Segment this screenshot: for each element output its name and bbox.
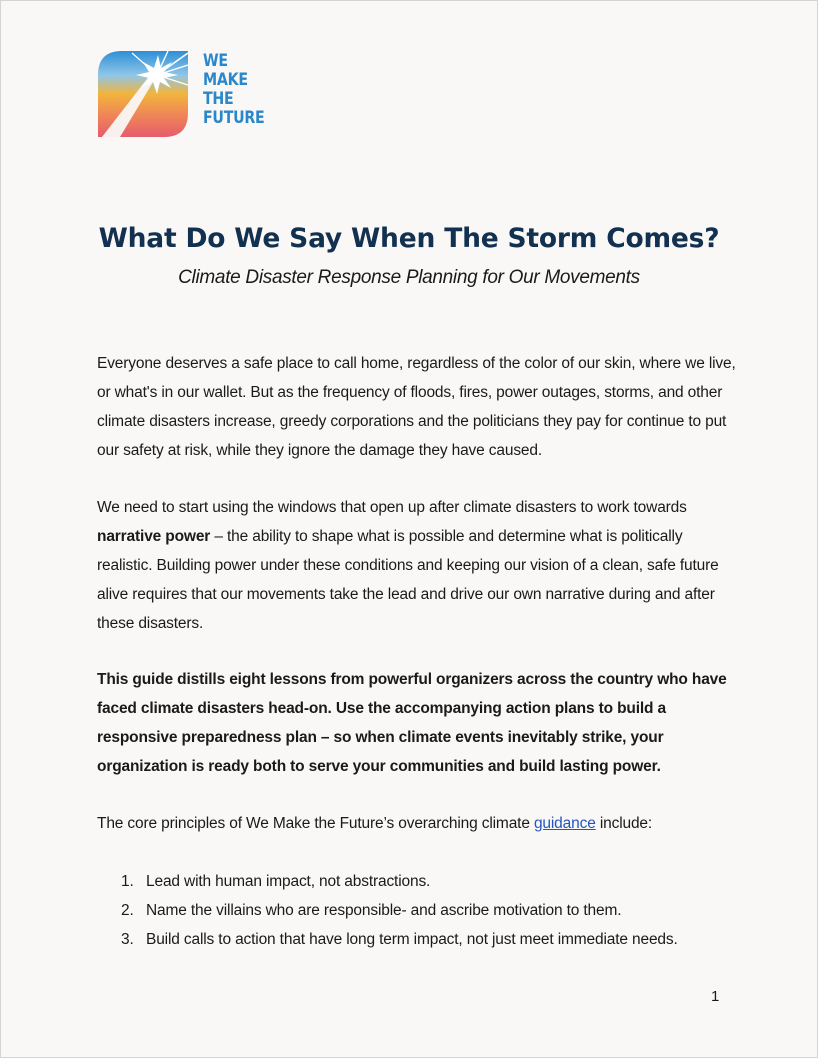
- narrative-power-term: narrative power: [97, 528, 211, 545]
- list-item-text: Name the villains who are responsible- and ascribe motivation to them.: [146, 902, 622, 919]
- list-item-text: Lead with human impact, not abstractions.: [146, 873, 431, 890]
- paragraph4-rest: include:: [595, 815, 653, 832]
- logo-word-future: FUTURE: [203, 108, 265, 127]
- document-title: What Do We Say When The Storm Comes?: [98, 223, 720, 254]
- list-item: [97, 896, 737, 925]
- core-principles-list: [97, 867, 737, 954]
- list-item-number: 3.: [121, 931, 134, 948]
- core-principles-intro: [97, 809, 737, 838]
- list-item-text: Build calls to action that have long term impact, not just meet immediate needs.: [146, 931, 678, 948]
- logo-word-the: THE: [203, 89, 234, 108]
- paragraph2-lead: We need to start using the windows that open up after climate disasters to work towards: [97, 499, 687, 516]
- we-make-the-future-logo: [98, 51, 268, 141]
- list-item-number: 2.: [121, 902, 134, 919]
- list-item: [97, 925, 737, 954]
- logo-wordmark: [203, 51, 264, 127]
- narrative-power-paragraph: [97, 493, 737, 638]
- list-item: [97, 867, 737, 896]
- logo-sunburst-icon: [98, 51, 188, 137]
- logo-word-make: MAKE: [203, 70, 248, 89]
- logo-word-we: WE: [203, 51, 228, 70]
- list-item-number: 1.: [121, 873, 134, 890]
- guide-summary-paragraph: This guide distills eight lessons from powerful organizers across the country who have faced climate disasters head-on. Use the accompanying action plans to build a responsive preparedness plan – so when climate events inevitably strike, your organization is ready both to serve your communities and build lasting power.: [97, 671, 727, 775]
- paragraph2-rest: – the ability to shape what is possible and determine what is politically realistic. Building power under these conditions and keeping our vision of a clean, safe future alive requires that our movements take the lead and drive our own narrative during and after these disasters.: [97, 528, 719, 632]
- page-number: 1: [711, 988, 720, 1005]
- intro-paragraph: Everyone deserves a safe place to call home, regardless of the color of our skin, where we live, or what's in our wallet. But as the frequency of floods, fires, power outages, storms, and other climate disasters increase, greedy corporations and the politicians they pay for continue to put our safety at risk, while they ignore the damage they have caused.: [97, 355, 736, 459]
- paragraph4-lead: The core principles of We Make the Future’s overarching climate: [97, 815, 534, 832]
- guidance-link[interactable]: guidance: [533, 815, 596, 832]
- document-subtitle: Climate Disaster Response Planning for Our Movements: [178, 267, 640, 288]
